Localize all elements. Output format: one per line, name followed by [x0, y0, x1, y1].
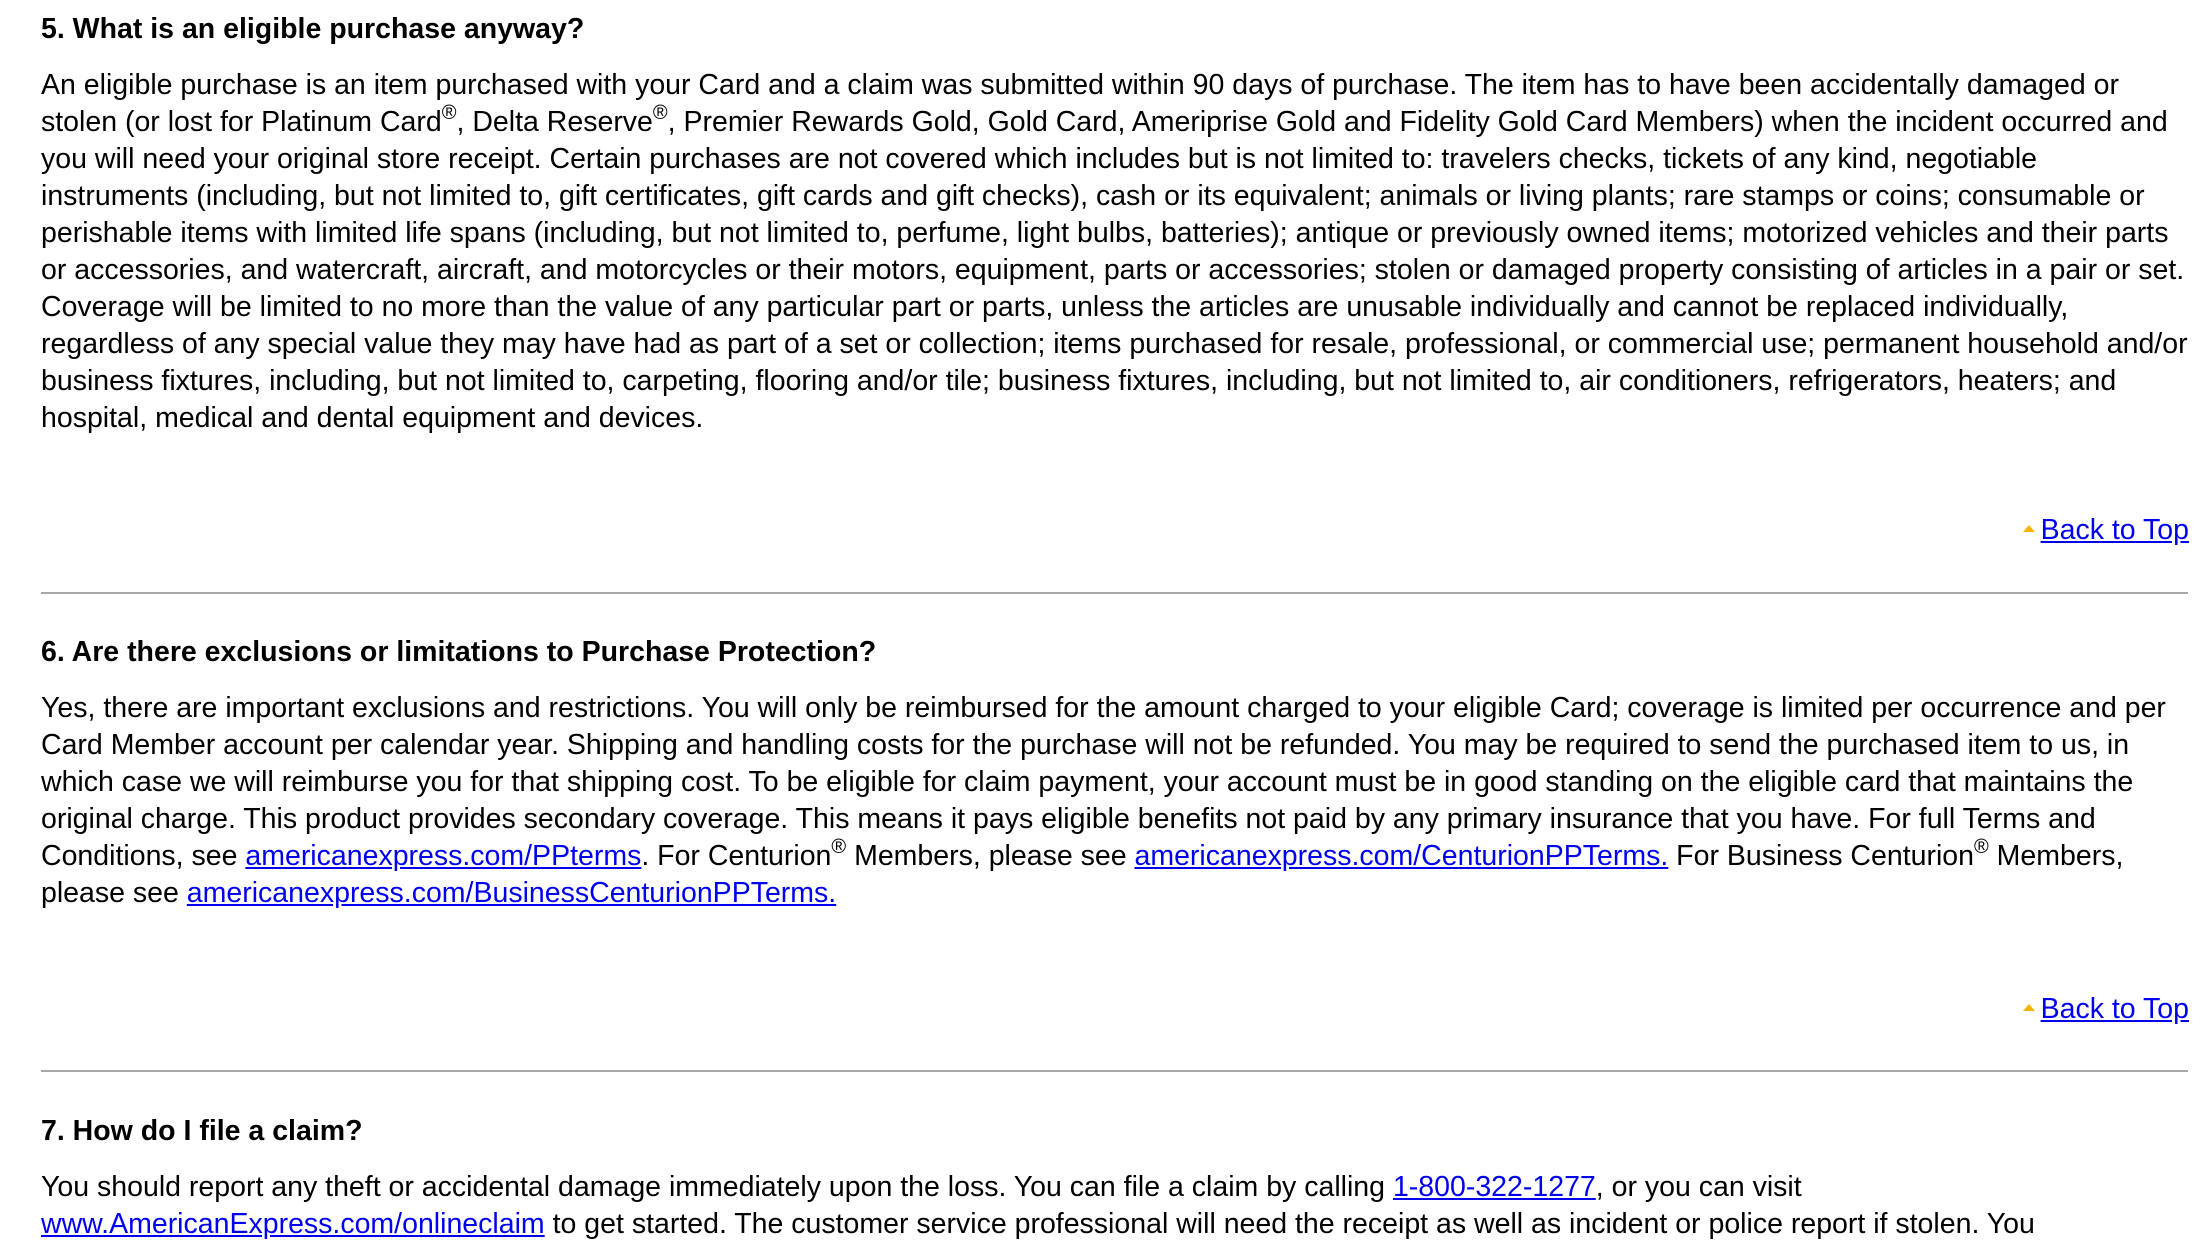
pp-terms-link[interactable]: americanexpress.com/PPterms	[245, 840, 642, 872]
faq-section-7	[41, 1115, 2191, 1242]
faq-section-5	[41, 13, 2191, 437]
back-to-top-label[interactable]: Back to Top	[2040, 993, 2189, 1025]
registered-mark: ®	[441, 101, 457, 124]
answer-5-text-part: An eligible purchase is an item purchased with your Card and a claim was submitted within 90 days of purchase. The item has to have been accidentally damaged or stolen (or lost for Platinum Card	[41, 69, 2119, 138]
centurion-pp-terms-link[interactable]: americanexpress.com/CenturionPPTerms.	[1134, 840, 1669, 872]
section-divider	[41, 1070, 2188, 1072]
back-to-top-link-1[interactable]	[2023, 513, 2189, 547]
claim-phone-link[interactable]: 1-800-322-1277	[1392, 1171, 1596, 1203]
answer-6-text-part: Members, please see	[41, 840, 2124, 909]
question-5-title: 5. What is an eligible purchase anyway?	[41, 13, 585, 45]
up-arrow-icon	[2023, 1004, 2035, 1011]
registered-mark: ®	[1974, 835, 1989, 858]
registered-mark: ®	[831, 835, 847, 858]
answer-6-text-part: Members, please see	[846, 840, 1135, 872]
answer-6-text-part: For Business Centurion	[1668, 840, 1974, 872]
business-centurion-pp-terms-link[interactable]: americanexpress.com/BusinessCenturionPPTerms.	[186, 877, 837, 909]
answer-5-text-part: , Delta Reserve	[456, 106, 653, 138]
back-to-top-link-2[interactable]	[2023, 992, 2189, 1026]
answer-6-text-part: Yes, there are important exclusions and restrictions. You will only be reimbursed for the amount charged to your eligible Card; coverage is limited per occurrence and per Card Member account per calendar year. Shipping and handling costs for the purchase will not be refunded. You may be required to send the purchased item to us, in which case we will reimburse you for that shipping cost. To be eligible for claim payment, your account must be in good standing on the eligible card that maintains the original charge. This product provides secondary coverage. This means it pays eligible benefits not paid by any primary insurance that you have. For full Terms and Conditions, see	[41, 692, 2166, 872]
answer-6-text	[41, 690, 2191, 912]
question-6-title: 6. Are there exclusions or limitations to Purchase Protection?	[41, 636, 877, 668]
answer-5-text-part: , Premier Rewards Gold, Gold Card, Ameriprise Gold and Fidelity Gold Card Members) when the incident occurred and you will need your original store receipt. Certain purchases are not covered which includes but is not limited to: travelers checks, tickets of any kind, negotiable instruments (including, but not limited to, gift certificates, gift cards and gift checks), cash or its equivalent; animals or living plants; rare stamps or coins; consumable or perishable items with limited life spans (including, but not limited to, perfume, light bulbs, batteries); antique or previously owned items; motorized vehicles and their parts or accessories, and watercraft, aircraft, and motorcycles or their motors, equipment, parts or accessories; stolen or damaged property consisting of articles in a pair or set. Coverage will be limited to no more than the value of any particular part or parts, unless the articles are unusable individually and cannot be replaced individually, regardless of any special value they may have had as part of a set or collection; items purchased for resale, professional, or commercial use; permanent household and/or business fixtures, including, but not limited to, carpeting, flooring and/or tile; business fixtures, including, but not limited to, air conditioners, refrigerators, heaters; and hospital, medical and dental equipment and devices.	[41, 106, 2188, 434]
answer-5-text	[41, 67, 2191, 437]
question-7-title: 7. How do I file a claim?	[41, 1115, 363, 1147]
answer-7-text	[41, 1169, 2191, 1242]
up-arrow-icon	[2023, 525, 2035, 532]
online-claim-link[interactable]: www.AmericanExpress.com/onlineclaim	[41, 1208, 545, 1240]
answer-7-text-part: to get started. The customer service professional will need the receipt as well as incident or police report if stolen. You	[544, 1208, 2035, 1240]
back-to-top-label[interactable]: Back to Top	[2040, 514, 2189, 546]
section-divider	[41, 592, 2188, 594]
answer-7-text-part: You should report any theft or accidental damage immediately upon the loss. You can file a claim by calling	[41, 1171, 1393, 1203]
faq-section-6	[41, 636, 2191, 912]
answer-7-text-part: , or you can visit	[1595, 1171, 1802, 1203]
registered-mark: ®	[652, 101, 668, 124]
answer-6-text-part: . For Centurion	[641, 840, 832, 872]
